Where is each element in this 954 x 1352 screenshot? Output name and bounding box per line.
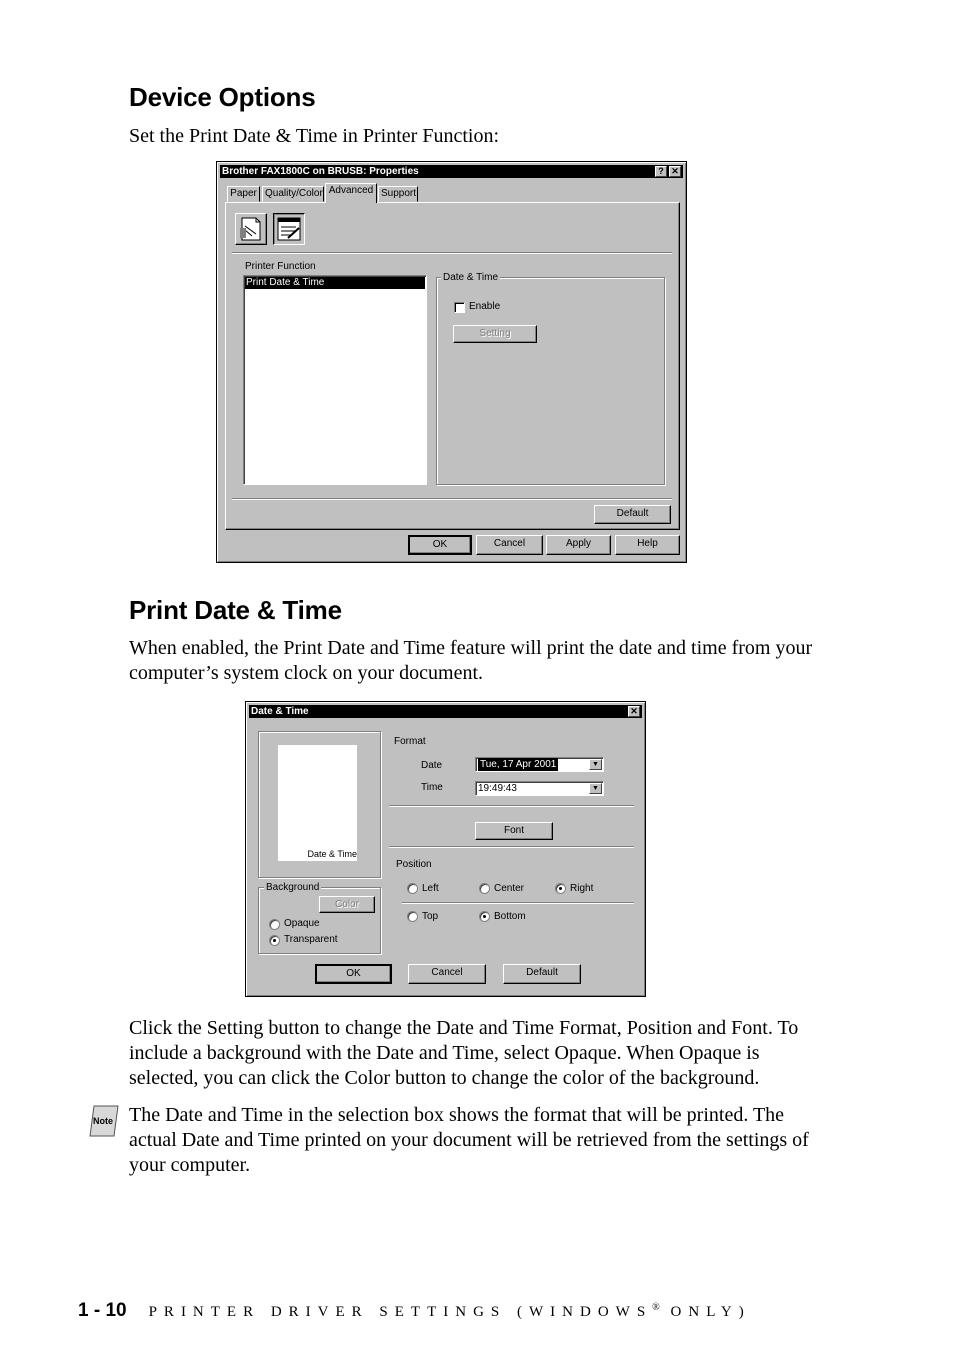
date-format-value: Tue, 17 Apr 2001 xyxy=(480,759,557,770)
ok-button[interactable]: OK xyxy=(315,964,392,984)
font-separator xyxy=(389,846,634,848)
print-date-time-heading: Print Date & Time xyxy=(129,595,342,625)
help-icon[interactable]: ? xyxy=(655,166,667,177)
advanced-tab-panel xyxy=(225,202,680,530)
opaque-label: Opaque xyxy=(284,918,320,929)
device-options-icon xyxy=(274,214,304,244)
print-quality-icon-button[interactable] xyxy=(235,213,267,245)
device-options-intro: Set the Print Date & Time in Printer Function: xyxy=(129,125,499,147)
right-radio[interactable] xyxy=(555,883,566,894)
enable-label: Enable xyxy=(469,301,501,312)
tab-quality-color[interactable]: Quality/Color xyxy=(262,186,324,202)
note-text: The Date and Time in the selection box shows the format that will be printed. The actual Date and Time printed on your document will be retrieved from the settings of your computer. xyxy=(129,1104,809,1176)
page-number: 1 - 10 xyxy=(78,1300,127,1321)
close-icon[interactable]: ✕ xyxy=(628,706,640,717)
close-icon[interactable]: ✕ xyxy=(669,166,681,177)
format-separator xyxy=(389,805,634,807)
position-label: Position xyxy=(396,859,432,870)
cancel-button[interactable]: Cancel xyxy=(408,964,486,984)
bottom-radio[interactable] xyxy=(479,911,490,922)
note-icon-label: Note xyxy=(93,1116,113,1126)
position-separator xyxy=(402,902,634,904)
top-label: Top xyxy=(422,911,439,922)
background-group-label: Background xyxy=(266,882,320,893)
properties-titlebar xyxy=(220,165,683,178)
print-date-time-intro: When enabled, the Print Date and Time feature will print the date and time from your computer’s system clock on your document. xyxy=(129,637,813,684)
left-label: Left xyxy=(422,883,439,894)
transparent-radio[interactable] xyxy=(269,935,280,946)
time-format-value: 19:49:43 xyxy=(478,783,517,794)
document-icon xyxy=(236,214,266,244)
date-time-group-label: Date & Time xyxy=(443,272,499,283)
left-radio[interactable] xyxy=(407,883,418,894)
font-button[interactable]: Font xyxy=(475,822,553,840)
top-radio[interactable] xyxy=(407,911,418,922)
center-label: Center xyxy=(494,883,525,894)
opaque-radio[interactable] xyxy=(269,919,280,930)
chevron-down-icon[interactable]: ▼ xyxy=(589,759,602,770)
tab-support[interactable]: Support xyxy=(378,186,418,202)
ok-button[interactable]: OK xyxy=(408,535,472,555)
time-format-dropdown[interactable] xyxy=(475,781,604,796)
page-footer xyxy=(78,1300,751,1322)
icon-separator xyxy=(232,252,672,254)
cancel-button[interactable]: Cancel xyxy=(476,535,543,555)
right-label: Right xyxy=(570,883,594,894)
center-radio[interactable] xyxy=(479,883,490,894)
footer-title-end: ONLY) xyxy=(659,1304,751,1320)
chevron-down-icon[interactable]: ▼ xyxy=(589,783,602,794)
setting-button[interactable]: Setting xyxy=(453,325,537,343)
footer-title-main: PRINTER DRIVER SETTINGS (WINDOWS xyxy=(148,1304,653,1320)
time-label: Time xyxy=(421,782,443,793)
format-label: Format xyxy=(394,736,426,747)
setting-instructions: Click the Setting button to change the Date and Time Format, Position and Font. To include a background with the Date and Time, select Opaque. When Opaque is selected, you can click the Color button to change the color of the background. xyxy=(129,1017,799,1089)
date-time-title: Date & Time xyxy=(251,706,309,717)
date-label: Date xyxy=(421,760,443,771)
apply-button[interactable]: Apply xyxy=(546,535,611,555)
printer-function-label: Printer Function xyxy=(245,261,316,272)
enable-checkbox[interactable] xyxy=(454,302,465,313)
bottom-separator xyxy=(232,498,672,500)
properties-title: Brother FAX1800C on BRUSB: Properties xyxy=(222,166,419,177)
printer-function-list[interactable] xyxy=(243,275,427,485)
transparent-label: Transparent xyxy=(284,934,338,945)
date-time-titlebar xyxy=(249,705,642,718)
properties-dialog xyxy=(216,161,687,563)
default-button[interactable]: Default xyxy=(503,964,581,984)
footer-title xyxy=(149,1304,751,1320)
tab-advanced[interactable]: Advanced xyxy=(325,183,377,203)
device-options-heading: Device Options xyxy=(129,82,316,112)
color-button[interactable]: Color xyxy=(319,896,375,913)
default-button[interactable]: Default xyxy=(594,505,671,524)
date-time-dialog xyxy=(245,701,646,997)
help-button[interactable]: Help xyxy=(615,535,680,555)
bottom-label: Bottom xyxy=(494,911,526,922)
preview-page xyxy=(278,745,357,861)
date-format-dropdown[interactable] xyxy=(475,757,604,772)
note-icon xyxy=(88,1104,120,1138)
registered-mark: ® xyxy=(652,1302,660,1313)
preview-date-time-text: Date & Time xyxy=(307,849,357,859)
tab-paper[interactable]: Paper xyxy=(227,186,260,202)
list-item[interactable]: Print Date & Time xyxy=(245,277,425,289)
device-options-icon-button[interactable] xyxy=(273,213,305,245)
